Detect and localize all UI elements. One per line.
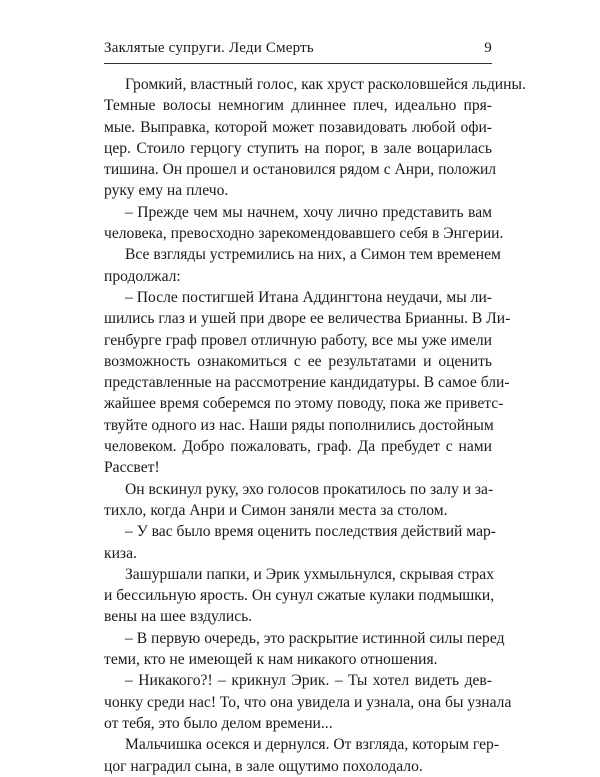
text-line: киза. — [104, 544, 137, 562]
paragraph — [104, 202, 504, 245]
text-line: чонку среди нас! То, что она увидела и узнала, она бы узнала — [104, 693, 512, 711]
text-line: цог наградил сына, в зале ощутимо похолодало. — [104, 757, 423, 775]
text-line: – У вас было время оценить последствия действий мар- — [125, 523, 496, 541]
text-line: руку ему на плечо. — [104, 182, 229, 200]
text-line: теми, кто не имеющей к нам никакого отношения. — [104, 651, 438, 669]
text-line: Все взгляды устремились на них, а Симон тем временем — [125, 246, 501, 264]
text-line: Громкий, властный голос, как хруст расколовшейся льдины. — [125, 76, 526, 93]
paragraph — [104, 244, 501, 287]
page-number: 9 — [484, 40, 492, 56]
text-line: тишина. Он прошел и остановился рядом с Анри, положил — [104, 161, 497, 179]
text-line: – После постигшей Итана Аддингтона неудачи, мы ли- — [125, 288, 492, 306]
text-line: – Прежде чем мы начнем, хочу лично представить вам — [125, 203, 492, 221]
text-line: твуйте одного из нас. Наши ряды пополнились достойным — [104, 416, 494, 434]
paragraph — [104, 521, 496, 564]
text-line: мые. Выправка, которой может позавидовать любой офи- — [104, 118, 492, 136]
text-line: генбурге граф провел отличную работу, все мы уже имели — [104, 331, 492, 349]
text-line: – Никакого?! – крикнул Эрик. – Ты хотел видеть дев- — [125, 672, 492, 690]
paragraph — [104, 479, 492, 522]
paragraph — [104, 734, 500, 777]
text-line: вены на шее вздулись. — [104, 608, 253, 626]
text-line: Он вскинул руку, эхо голосов прокатилось по залу и за- — [125, 480, 494, 498]
text-line: жайшее время соберемся по этому поводу, пока же приветс- — [104, 395, 504, 413]
paragraph — [104, 670, 512, 734]
text-line: продолжал: — [104, 267, 181, 285]
text-line: от тебя, это было делом времени... — [104, 714, 333, 732]
text-line: шились глаз и ушей при дворе ее величества Брианны. В Ли- — [104, 310, 511, 328]
text-line: цер. Стоило герцогу ступить на порог, в зале воцарилась — [104, 139, 492, 157]
text-line: возможность ознакомиться с ее результатами и оценить — [104, 352, 492, 370]
text-line: представленные на рассмотрение кандидатуры. В самое бли- — [104, 374, 510, 392]
text-line: Темные волосы немногим длиннее плеч, идеально пря- — [104, 97, 492, 115]
body-text — [104, 74, 526, 777]
paragraph — [104, 74, 526, 202]
text-line: человека, превосходно зарекомендовавшего себя в Энгерии. — [104, 225, 504, 243]
text-line: Рассвет! — [104, 459, 160, 477]
header-rule — [104, 63, 492, 64]
text-line: человеком. Добро пожаловать, граф. Да пребудет с нами — [104, 438, 492, 456]
paragraph — [104, 564, 495, 628]
text-line: – В первую очередь, это раскрытие истинной силы перед — [125, 629, 505, 647]
text-line: тихло, когда Анри и Симон заняли места за столом. — [104, 501, 448, 519]
book-title: Заклятые супруги. Леди Смерть — [104, 40, 314, 56]
text-line: Зашуршали папки, и Эрик ухмыльнулся, скрывая страх — [125, 565, 495, 583]
text-line: и бессильную ярость. Он сунул сжатые кулаки подмышки, — [104, 587, 495, 605]
text-line: Мальчишка осекся и дернулся. От взгляда, которым гер- — [125, 736, 500, 754]
paragraph — [104, 287, 511, 479]
paragraph — [104, 628, 505, 671]
